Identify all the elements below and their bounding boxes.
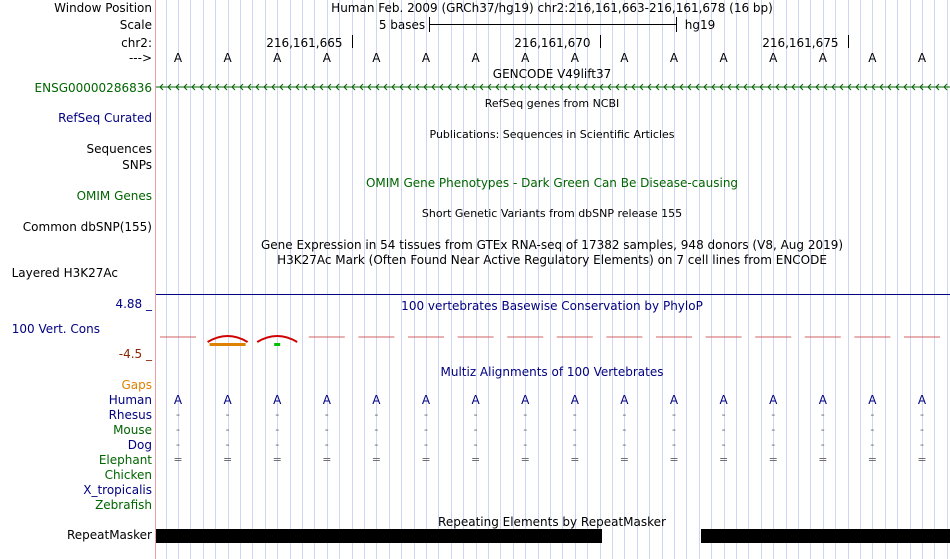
base-letter: A: [173, 51, 183, 65]
window-position-label: Window Position: [54, 1, 152, 15]
refseq-track-label[interactable]: RefSeq Curated: [58, 111, 152, 125]
phylop-score-marks: [160, 336, 940, 346]
alignment-char: -: [572, 423, 577, 436]
alignment-char: -: [374, 423, 379, 436]
alignment-char: -: [870, 423, 875, 436]
repeatmasker-track-title: Repeating Elements by RepeatMasker: [438, 515, 666, 529]
refseq-track-title: RefSeq genes from NCBI: [484, 97, 620, 110]
phylop-peak: [257, 336, 297, 342]
repeat-element[interactable]: [156, 529, 602, 543]
alignment-char: -: [771, 438, 776, 451]
alignment-char: A: [223, 393, 232, 407]
species-label-human[interactable]: Human: [108, 393, 152, 407]
alignment-char: A: [421, 393, 431, 407]
base-letter: A: [917, 51, 927, 65]
alignment-char: -: [324, 423, 329, 436]
alignment-char: -: [622, 423, 627, 436]
alignment-char: -: [721, 423, 726, 436]
phylop-top-line: [156, 294, 950, 295]
alignment-char: -: [523, 438, 528, 451]
base-letter: A: [769, 51, 778, 65]
alignment-char: =: [718, 453, 729, 466]
phylop-marker: [210, 343, 246, 346]
alignment-char: A: [917, 393, 927, 407]
publications-label-sequences[interactable]: Sequences: [86, 142, 152, 156]
alignment-char: -: [920, 438, 924, 451]
alignment-char: =: [619, 453, 629, 466]
alignment-char: A: [868, 393, 877, 407]
phylop-peak: [208, 336, 248, 342]
alignment-char: -: [324, 438, 329, 451]
gaps-label[interactable]: Gaps: [121, 378, 152, 392]
alignment-char: -: [523, 423, 528, 436]
alignment-char: A: [570, 393, 579, 407]
scale-db: hg19: [684, 18, 716, 32]
alignment-char: A: [173, 393, 183, 407]
repeatmasker-track-label[interactable]: RepeatMasker: [66, 528, 152, 542]
alignment-char: =: [818, 453, 828, 466]
species-label-rhesus[interactable]: Rhesus: [108, 408, 152, 422]
repeat-element[interactable]: [701, 529, 950, 543]
scale-bar-right-tick: [676, 17, 677, 32]
base-letter: A: [570, 51, 579, 65]
alignment-char: -: [672, 438, 676, 451]
alignment-char: -: [424, 423, 428, 436]
ruler-tick-label: 216,161,670: [514, 36, 591, 50]
dbsnp-track-label[interactable]: Common dbSNP(155): [22, 220, 152, 234]
alignment-char: A: [669, 393, 679, 407]
alignment-char: A: [769, 393, 778, 407]
phylop-graph[interactable]: [156, 330, 950, 352]
gencode-gene-label[interactable]: ENSG00000286836: [34, 81, 152, 95]
base-letter: A: [818, 51, 827, 65]
alignment-char: A: [620, 393, 629, 407]
alignment-char: -: [622, 408, 627, 421]
alignment-char: A: [818, 393, 827, 407]
scale-label: Scale: [119, 18, 152, 32]
alignment-char: -: [275, 423, 280, 436]
alignment-char: =: [520, 453, 530, 466]
base-letter: A: [372, 51, 381, 65]
alignment-char: =: [768, 453, 778, 466]
ruler-tick: [352, 35, 353, 48]
gencode-track-title: GENCODE V49lift37: [492, 67, 612, 81]
track-labels: [0, 0, 155, 559]
alignment-char: -: [721, 408, 726, 421]
alignment-char: A: [719, 393, 728, 407]
alignment-char: =: [669, 453, 679, 466]
alignment-char: -: [225, 438, 230, 451]
alignment-char: -: [374, 408, 379, 421]
alignment-char: -: [870, 438, 875, 451]
alignment-char: -: [820, 438, 825, 451]
base-letter: A: [471, 51, 480, 65]
omim-track-label[interactable]: OMIM Genes: [76, 189, 152, 203]
publications-track-title: Publications: Sequences in Scientific Articles: [429, 128, 675, 141]
alignment-char: -: [473, 423, 478, 436]
alignment-char: -: [225, 408, 230, 421]
omim-track-title: OMIM Gene Phenotypes - Dark Green Can Be Disease-causing: [365, 176, 739, 190]
base-letter: A: [868, 51, 877, 65]
base-letter: A: [322, 51, 331, 65]
phylop-track-title: 100 vertebrates Basewise Conservation by PhyloP: [401, 299, 703, 313]
alignment-char: A: [322, 393, 331, 407]
h3k27ac-track-title: H3K27Ac Mark (Often Found Near Active Regulatory Elements) on 7 cell lines from ENCODE: [277, 253, 827, 267]
chrom-label: chr2:: [121, 36, 152, 50]
multiz-track-title: Multiz Alignments of 100 Vertebrates: [440, 365, 664, 379]
dbsnp-track-title: Short Genetic Variants from dbSNP release 155: [421, 207, 683, 220]
assembly-position: Human Feb. 2009 (GRCh37/hg19) chr2:216,161,663-216,161,678 (16 bp): [331, 1, 773, 15]
scale-bar-line: [429, 24, 677, 25]
phylop-track-label[interactable]: 100 Vert. Cons: [11, 322, 100, 336]
alignment-char: -: [820, 408, 825, 421]
alignment-char: -: [622, 438, 627, 451]
alignment-char: -: [920, 423, 924, 436]
alignment-char: -: [771, 408, 776, 421]
base-letter: A: [521, 51, 530, 65]
alignment-char: =: [867, 453, 877, 466]
alignment-char: -: [424, 408, 428, 421]
alignment-char: -: [523, 408, 528, 421]
phylop-min-label: -4.5 _: [118, 347, 152, 361]
scale-bar-text: 5 bases: [378, 18, 426, 32]
alignment-char: -: [176, 408, 180, 421]
alignment-char: -: [324, 408, 329, 421]
alignment-char: =: [371, 453, 381, 466]
alignment-char: -: [870, 408, 875, 421]
ruler-tick-label: 216,161,675: [762, 36, 839, 50]
alignment-char: -: [275, 408, 280, 421]
alignment-char: -: [572, 408, 577, 421]
species-label-x_tropicalis[interactable]: X_tropicalis: [83, 483, 152, 497]
ruler-tick: [600, 35, 601, 48]
alignment-char: =: [322, 453, 332, 466]
alignment-char: A: [471, 393, 480, 407]
alignment-char: =: [470, 453, 481, 466]
alignment-char: -: [176, 438, 180, 451]
alignment-char: =: [917, 453, 927, 466]
species-label-zebrafish[interactable]: Zebrafish: [95, 498, 152, 512]
alignment-char: -: [275, 438, 280, 451]
species-label-chicken[interactable]: Chicken: [104, 468, 152, 482]
alignment-char: =: [272, 453, 282, 466]
alignment-char: -: [920, 408, 924, 421]
alignment-char: -: [424, 438, 428, 451]
base-letter: A: [620, 51, 629, 65]
alignment-char: A: [273, 393, 282, 407]
strand-label: --->: [128, 51, 152, 65]
alignment-char: -: [225, 423, 230, 436]
species-label-elephant[interactable]: Elephant: [98, 453, 152, 467]
gtex-track-title: Gene Expression in 54 tissues from GTEx RNA-seq of 17382 samples, 948 donors (V8, Aug 2019): [260, 238, 844, 252]
alignment-char: -: [473, 438, 478, 451]
alignment-char: -: [721, 438, 726, 451]
base-letter: A: [273, 51, 282, 65]
alignment-char: -: [771, 423, 776, 436]
alignment-char: -: [672, 408, 676, 421]
alignment-char: A: [521, 393, 530, 407]
ruler-tick-label: 216,161,665: [266, 36, 343, 50]
alignment-char: -: [176, 423, 180, 436]
alignment-char: -: [672, 423, 676, 436]
alignment-char: =: [222, 453, 233, 466]
alignment-char: =: [421, 453, 431, 466]
alignment-char: -: [572, 438, 577, 451]
publications-label-snps[interactable]: SNPs: [122, 158, 152, 172]
alignment-char: -: [374, 438, 379, 451]
base-letter: A: [719, 51, 728, 65]
phylop-max-label: 4.88 _: [115, 297, 152, 311]
alignment-char: =: [173, 453, 183, 466]
base-letter: A: [223, 51, 232, 65]
track-area[interactable]: [156, 0, 950, 559]
species-label-mouse[interactable]: Mouse: [113, 423, 152, 437]
species-label-dog[interactable]: Dog: [127, 438, 152, 452]
alignment-char: -: [473, 408, 478, 421]
alignment-char: -: [820, 423, 825, 436]
base-letter: A: [669, 51, 679, 65]
alignment-char: A: [372, 393, 381, 407]
ruler-tick: [848, 35, 849, 48]
phylop-marker: [274, 343, 280, 346]
gencode-gene-feature[interactable]: [156, 82, 950, 92]
h3k27ac-track-label[interactable]: Layered H3K27Ac: [11, 266, 118, 280]
base-letter: A: [421, 51, 431, 65]
alignment-char: =: [570, 453, 580, 466]
